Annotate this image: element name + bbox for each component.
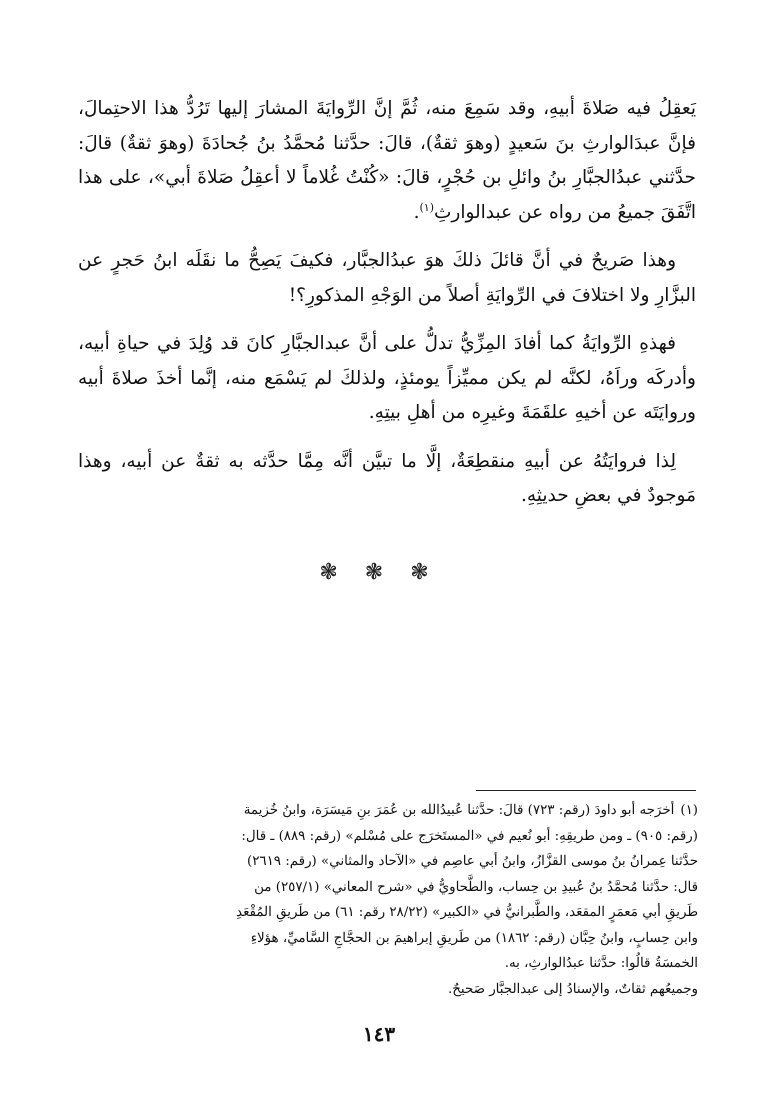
- footnote-text-line: (رقم: ٩٠٥) ـ ومن طريقِهِ: أبو نُعيم في «المستَخرَج على مُسْلم» (رقم: ٨٨٩) ـ قال:: [241, 828, 698, 844]
- paragraph-1-text: يَعقِلُ فيه صَلاةَ أبيهِ، وقد سَمِعَ منه، ثُمَّ إنَّ الرِّوايَةَ المشارَ إليها تَرُدُّ هذا الاحتِمالَ، فإنَّ عبدَالوارثِ بنَ سَعيدٍ (وهوَ ثقةٌ)، قالَ: حدَّثنا مُحمَّدُ بنُ جُحادَةَ (وهوَ ثقةٌ) قالَ: حدَّثني عبدُالجبَّارِ بنُ وائلِ بن حُجْرٍ، قالَ: «كُنْتُ غُلاماً لا أعقِلُ صَلاةَ أبي»، على هذا اتَّفَقَ جميعُ من رواه عن عبدالوارثِ: [78, 98, 696, 223]
- paragraph-1: [78, 92, 696, 230]
- paragraph-4: لِذا فروايَتُهُ عن أبيهِ منقطِعَةٌ، إلَّا ما تبيَّن أنَّه مِمَّا حدَّثه به ثقةٌ عن أبيه، وهذا مَوجودٌ في بعضِ حديثِهِ.: [78, 450, 696, 506]
- main-text: [78, 92, 696, 528]
- paragraph-1-end: .: [413, 201, 420, 223]
- paragraph-3: فهذهِ الرِّوايَةُ كما أفادَ المِزِّيُّ تدلُّ على أنَّ عبدالجبَّارِ كانَ قد وُلِدَ في حياةِ أبيه، وأدركَه وراَهُ، لكنَّه لم يكن مميِّزاً يومئذٍ، ولذلكَ لم يَسْمَع منه، إنَّما أخذَ صلاةَ أبيه وروايَتَه عن أخيهِ علقَمَةَ وغيرِه من أهلِ بيتِهِ.: [78, 333, 696, 423]
- footnote-line-1: [78, 798, 698, 824]
- page-number: ١٤٣: [362, 1022, 396, 1046]
- footnote-text-line: قال: حدَّثنا مُحمَّدُ بنُ عُبيدِ بن حِساب، والطَّحاويُّ في «شرح المعاني» (٢٥٧/١) من: [254, 879, 698, 895]
- footnote-marker: (١): [419, 200, 434, 214]
- footnote-text-line: طَريقِ أبي مَعمَرٍ المقعَد، والطَّبرانيُّ في «الكبير» (٢٨/٢٢ رقم: ٦١) من طَريقِ المُقْعَدِ: [236, 905, 698, 920]
- footnote-number: (١): [680, 803, 698, 818]
- footnote-text-line: وجميعُهم ثقاتٌ، والإسنادُ إلى عبدالجبَّار صَحيحٌ.: [448, 981, 698, 997]
- footnote-text-line: الخمسَةُ قالُوا: حدَّثنا عبدُالوارثِ، به.: [504, 956, 698, 971]
- footnote-divider: [476, 790, 696, 791]
- paragraph-2: وهذا صَريحٌ في أنَّ قائلَ ذلكَ هوَ عبدُالجبَّار، فكيفَ يَصِحُّ ما نقَلَه ابنُ حَجرٍ عن البزَّارِ ولا اختلافَ في الرِّوايَةِ أصلاً من الوَجْهِ المذكورِ؟!: [78, 250, 696, 306]
- footnote-text-line: أخرَجه أبو داودَ (رقم: ٧٢٣) قالَ: حدَّثنا عُبيدُالله بن عُمَرَ بنِ مَيسَرَة، وابنُ خُزيمة: [243, 803, 675, 818]
- footnote-text-line: حدَّثنا عِمرانُ بنُ موسى القزَّازُ، وابنُ أبي عاصِم في «الآحاد والمثاني» (رقم: ٢٦١٩): [246, 854, 698, 869]
- section-ornament: ❃ ❃ ❃: [319, 560, 439, 585]
- footnotes: [78, 798, 698, 1002]
- footnote-text-line: وابن حِسابٍ، وابنُ حِبَّان (رقم: ١٨٦٢) من طَريقِ إبراهيمَ بن الحجَّاجِ السَّاميِّ، هؤلاءِ: [250, 930, 698, 946]
